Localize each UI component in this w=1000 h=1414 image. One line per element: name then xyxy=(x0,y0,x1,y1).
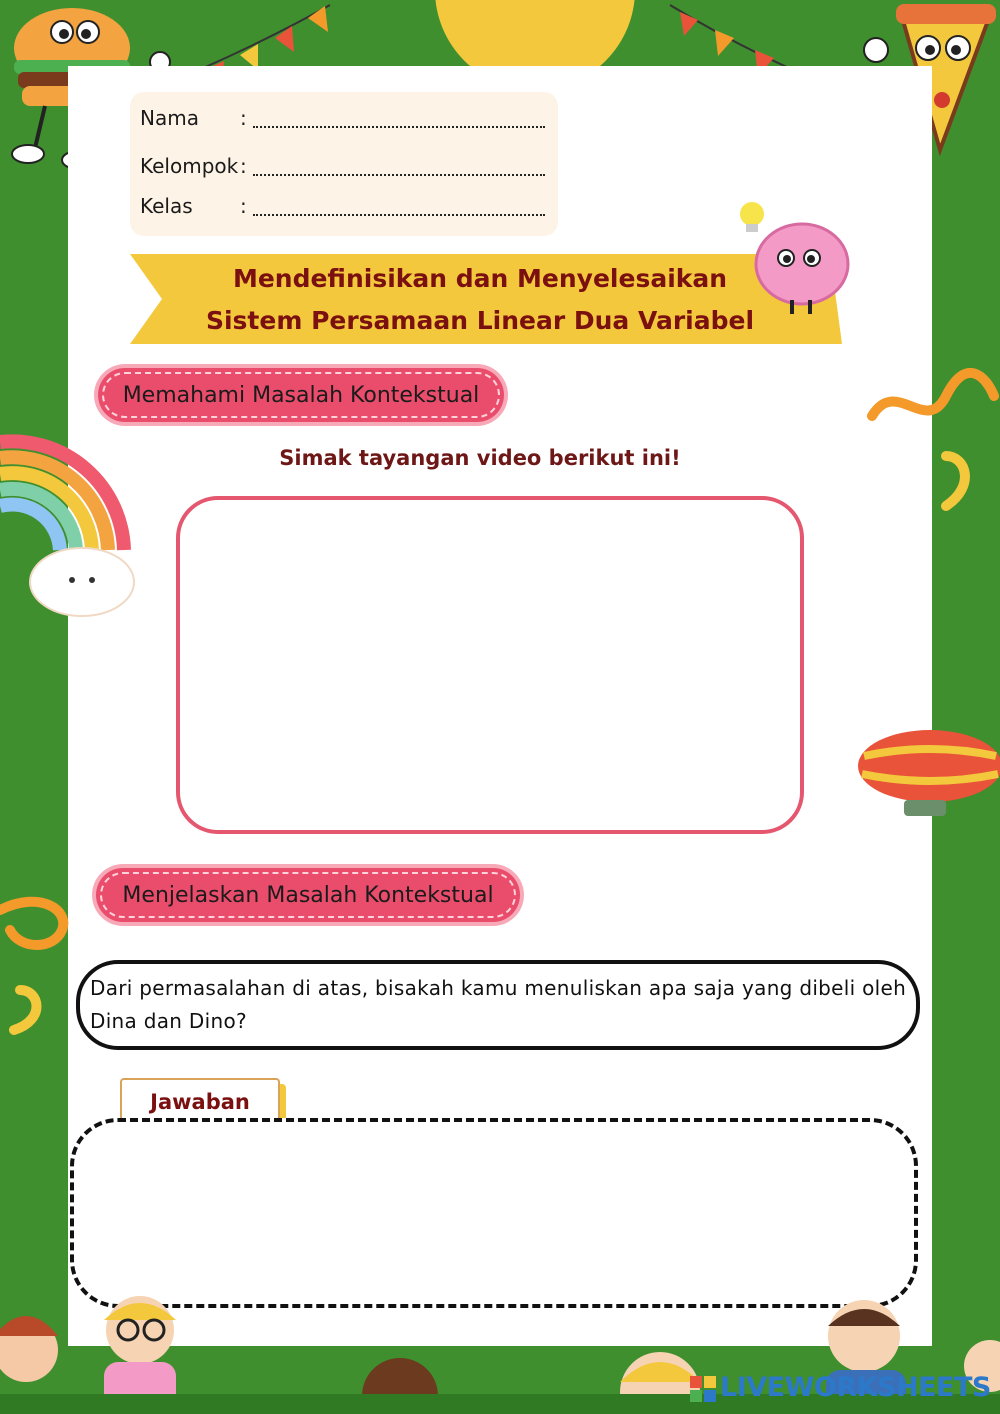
group-field[interactable] xyxy=(253,160,545,176)
question-box xyxy=(76,960,920,1050)
group-row xyxy=(140,154,545,178)
class-label: Kelas xyxy=(140,194,193,218)
group-separator: : xyxy=(240,154,247,178)
section-heading-understand xyxy=(98,368,504,422)
class-separator: : xyxy=(240,194,247,218)
answer-input-area[interactable] xyxy=(70,1118,918,1308)
video-player-area[interactable] xyxy=(176,496,804,834)
answer-label: Jawaban xyxy=(150,1090,250,1114)
section-heading-explain xyxy=(96,868,520,922)
section-heading-explain-label: Menjelaskan Masalah Kontekstual xyxy=(122,882,494,908)
class-field[interactable] xyxy=(253,200,545,216)
question-text: Dari permasalahan di atas, bisakah kamu menuliskan apa saja yang dibeli oleh Dina dan Dino? xyxy=(90,976,907,1033)
class-row xyxy=(140,194,545,218)
title-line-1: Mendefinisikan dan Menyelesaikan xyxy=(232,264,728,293)
liveworksheets-logo-icon xyxy=(690,1376,716,1402)
rainbow-icon xyxy=(0,430,140,630)
group-label: Kelompok xyxy=(140,154,239,178)
student-info-box xyxy=(130,92,558,236)
title-line-2: Sistem Persamaan Linear Dua Variabel xyxy=(205,306,755,335)
watermark-text: LIVEWORKSHEETS xyxy=(720,1372,991,1403)
name-field[interactable] xyxy=(253,112,545,128)
name-separator: : xyxy=(240,106,247,130)
airship-icon xyxy=(854,722,1000,822)
video-instruction: Simak tayangan video berikut ini! xyxy=(279,446,681,470)
confetti-swirl-left-icon xyxy=(0,890,80,1050)
confetti-swirl-icon xyxy=(866,356,1000,516)
brain-character-icon xyxy=(732,196,856,320)
name-label: Nama xyxy=(140,106,199,130)
name-row xyxy=(140,106,545,130)
page-title xyxy=(160,258,800,342)
section-heading-understand-label: Memahami Masalah Kontekstual xyxy=(122,382,480,408)
liveworksheets-watermark xyxy=(690,1372,991,1403)
